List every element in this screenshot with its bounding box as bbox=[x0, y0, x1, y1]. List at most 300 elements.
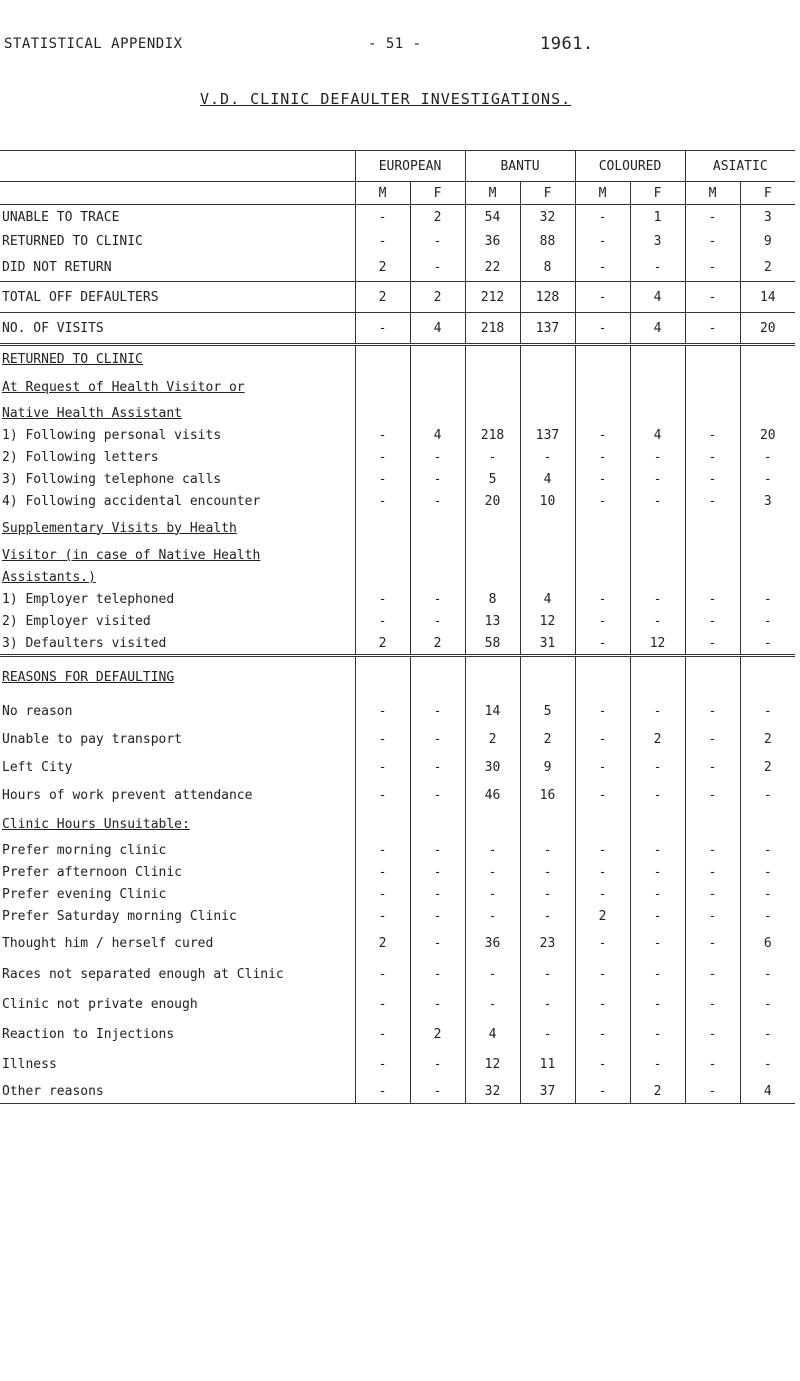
value-cell bbox=[355, 345, 410, 373]
value-cell: 46 bbox=[465, 781, 520, 809]
value-cell: - bbox=[740, 588, 795, 610]
value-cell bbox=[355, 809, 410, 839]
value-cell: - bbox=[520, 905, 575, 927]
value-cell: - bbox=[465, 905, 520, 927]
row-label: Clinic not private enough bbox=[2, 996, 198, 1012]
group-header-row bbox=[0, 151, 795, 182]
value-cell: - bbox=[410, 753, 465, 781]
table-row bbox=[0, 282, 795, 313]
row-label: RETURNED TO CLINIC bbox=[2, 233, 143, 249]
value-cell: - bbox=[575, 446, 630, 468]
table-row bbox=[0, 905, 795, 927]
table-row bbox=[0, 253, 795, 282]
value-cell: - bbox=[575, 753, 630, 781]
row-label: Prefer morning clinic bbox=[2, 842, 167, 858]
value-cell: 4 bbox=[740, 1079, 795, 1104]
row-label: Thought him / herself cured bbox=[2, 935, 214, 951]
value-cell: 4 bbox=[520, 468, 575, 490]
value-cell: 5 bbox=[520, 697, 575, 725]
table-row bbox=[0, 424, 795, 446]
value-cell bbox=[410, 544, 465, 566]
sex-header: M bbox=[575, 182, 630, 205]
value-cell: - bbox=[520, 861, 575, 883]
value-cell: 16 bbox=[520, 781, 575, 809]
value-cell: - bbox=[465, 883, 520, 905]
value-cell: - bbox=[575, 1079, 630, 1104]
value-cell: 2 bbox=[410, 282, 465, 313]
row-label: NO. OF VISITS bbox=[0, 313, 355, 345]
value-cell: 20 bbox=[465, 490, 520, 512]
value-cell: - bbox=[410, 229, 465, 253]
table-row bbox=[0, 989, 795, 1019]
value-cell: - bbox=[630, 253, 685, 282]
value-cell: 128 bbox=[520, 282, 575, 313]
value-cell: - bbox=[740, 989, 795, 1019]
row-label: Prefer Saturday morning Clinic bbox=[2, 908, 237, 924]
value-cell bbox=[410, 656, 465, 698]
value-cell: - bbox=[740, 781, 795, 809]
sex-header: F bbox=[520, 182, 575, 205]
value-cell: 4 bbox=[630, 313, 685, 345]
value-cell: - bbox=[630, 588, 685, 610]
group-header: EUROPEAN bbox=[355, 151, 465, 182]
value-cell bbox=[575, 656, 630, 698]
value-cell bbox=[355, 566, 410, 588]
value-cell: 3 bbox=[630, 229, 685, 253]
value-cell: - bbox=[410, 905, 465, 927]
table-row bbox=[0, 345, 795, 373]
value-cell: 11 bbox=[520, 1049, 575, 1079]
value-cell bbox=[410, 345, 465, 373]
value-cell: 13 bbox=[465, 610, 520, 632]
value-cell: 4 bbox=[410, 313, 465, 345]
row-label: Prefer afternoon Clinic bbox=[2, 864, 183, 880]
row-label: REASONS FOR DEFAULTING bbox=[0, 656, 355, 698]
value-cell: 58 bbox=[465, 632, 520, 656]
value-cell: - bbox=[685, 588, 740, 610]
value-cell: - bbox=[410, 989, 465, 1019]
value-cell bbox=[575, 372, 630, 402]
table-row bbox=[0, 656, 795, 698]
value-cell: - bbox=[355, 205, 410, 230]
table-row bbox=[0, 512, 795, 544]
row-label: Supplementary Visits by Health bbox=[2, 520, 237, 536]
table-row bbox=[0, 446, 795, 468]
value-cell: - bbox=[685, 610, 740, 632]
table-row bbox=[0, 588, 795, 610]
table-row bbox=[0, 839, 795, 861]
value-cell: - bbox=[685, 697, 740, 725]
value-cell: 20 bbox=[740, 313, 795, 345]
value-cell: - bbox=[355, 959, 410, 989]
value-cell: - bbox=[630, 905, 685, 927]
value-cell: - bbox=[410, 883, 465, 905]
value-cell: - bbox=[575, 861, 630, 883]
value-cell: - bbox=[410, 839, 465, 861]
value-cell: - bbox=[575, 725, 630, 753]
value-cell: 3 bbox=[740, 490, 795, 512]
value-cell: 2 bbox=[465, 725, 520, 753]
value-cell bbox=[520, 402, 575, 424]
value-cell: - bbox=[575, 205, 630, 230]
value-cell: - bbox=[630, 883, 685, 905]
sex-header: F bbox=[410, 182, 465, 205]
value-cell bbox=[465, 402, 520, 424]
value-cell: 22 bbox=[465, 253, 520, 282]
value-cell: - bbox=[465, 959, 520, 989]
row-label: Left City bbox=[2, 759, 73, 775]
value-cell: 6 bbox=[740, 927, 795, 959]
value-cell: 218 bbox=[465, 313, 520, 345]
value-cell: - bbox=[630, 697, 685, 725]
value-cell: - bbox=[355, 839, 410, 861]
value-cell: - bbox=[410, 468, 465, 490]
table-row bbox=[0, 313, 795, 345]
value-cell: - bbox=[685, 205, 740, 230]
value-cell: 30 bbox=[465, 753, 520, 781]
value-cell: - bbox=[520, 1019, 575, 1049]
value-cell: - bbox=[520, 839, 575, 861]
value-cell: - bbox=[685, 446, 740, 468]
value-cell: - bbox=[630, 959, 685, 989]
page-title: V.D. CLINIC DEFAULTER INVESTIGATIONS. bbox=[200, 90, 572, 108]
value-cell bbox=[740, 656, 795, 698]
value-cell: - bbox=[685, 725, 740, 753]
value-cell bbox=[630, 345, 685, 373]
value-cell: - bbox=[740, 839, 795, 861]
value-cell: 14 bbox=[740, 282, 795, 313]
value-cell: - bbox=[355, 989, 410, 1019]
row-label: DID NOT RETURN bbox=[2, 259, 112, 275]
row-label: Unable to pay transport bbox=[2, 731, 183, 747]
table-row bbox=[0, 468, 795, 490]
sex-header: M bbox=[685, 182, 740, 205]
value-cell: 20 bbox=[740, 424, 795, 446]
value-cell bbox=[740, 512, 795, 544]
table-row bbox=[0, 1049, 795, 1079]
value-cell bbox=[740, 345, 795, 373]
table-row bbox=[0, 205, 795, 230]
value-cell: - bbox=[630, 1049, 685, 1079]
value-cell bbox=[685, 372, 740, 402]
sex-header: F bbox=[740, 182, 795, 205]
value-cell: 14 bbox=[465, 697, 520, 725]
sex-header-row bbox=[0, 182, 795, 205]
value-cell: - bbox=[740, 446, 795, 468]
value-cell: - bbox=[575, 588, 630, 610]
row-label: Prefer evening Clinic bbox=[2, 886, 167, 902]
value-cell: - bbox=[685, 1019, 740, 1049]
value-cell: 4 bbox=[520, 588, 575, 610]
value-cell: - bbox=[465, 861, 520, 883]
value-cell: 54 bbox=[465, 205, 520, 230]
row-label: 1) Following personal visits bbox=[2, 427, 222, 443]
value-cell: - bbox=[355, 1019, 410, 1049]
value-cell: 212 bbox=[465, 282, 520, 313]
row-label: Other reasons bbox=[0, 1079, 355, 1104]
value-cell: - bbox=[685, 883, 740, 905]
value-cell: 137 bbox=[520, 424, 575, 446]
value-cell: - bbox=[685, 959, 740, 989]
value-cell bbox=[410, 372, 465, 402]
value-cell: - bbox=[685, 468, 740, 490]
value-cell: - bbox=[685, 253, 740, 282]
value-cell: 4 bbox=[410, 424, 465, 446]
value-cell: - bbox=[355, 468, 410, 490]
value-cell: - bbox=[410, 927, 465, 959]
row-label: No reason bbox=[2, 703, 73, 719]
value-cell: - bbox=[410, 861, 465, 883]
value-cell: - bbox=[685, 282, 740, 313]
value-cell: - bbox=[520, 446, 575, 468]
value-cell: - bbox=[520, 883, 575, 905]
value-cell: - bbox=[355, 229, 410, 253]
value-cell: 3 bbox=[740, 205, 795, 230]
value-cell: - bbox=[685, 905, 740, 927]
value-cell: 12 bbox=[465, 1049, 520, 1079]
group-header: ASIATIC bbox=[685, 151, 795, 182]
value-cell bbox=[520, 566, 575, 588]
value-cell bbox=[685, 345, 740, 373]
value-cell bbox=[630, 809, 685, 839]
row-label: 3) Defaulters visited bbox=[2, 635, 167, 651]
value-cell: 2 bbox=[630, 725, 685, 753]
value-cell bbox=[465, 512, 520, 544]
value-cell: - bbox=[630, 446, 685, 468]
value-cell bbox=[410, 566, 465, 588]
value-cell: - bbox=[630, 490, 685, 512]
value-cell: - bbox=[410, 1079, 465, 1104]
value-cell: 2 bbox=[410, 1019, 465, 1049]
value-cell bbox=[740, 544, 795, 566]
value-cell: - bbox=[685, 839, 740, 861]
value-cell: 37 bbox=[520, 1079, 575, 1104]
value-cell bbox=[575, 566, 630, 588]
value-cell: - bbox=[740, 468, 795, 490]
value-cell bbox=[575, 544, 630, 566]
value-cell: - bbox=[740, 959, 795, 989]
value-cell: - bbox=[575, 1049, 630, 1079]
value-cell: 32 bbox=[520, 205, 575, 230]
table-row bbox=[0, 490, 795, 512]
value-cell: - bbox=[685, 781, 740, 809]
value-cell: - bbox=[740, 883, 795, 905]
value-cell: 32 bbox=[465, 1079, 520, 1104]
table-row bbox=[0, 725, 795, 753]
value-cell: - bbox=[685, 632, 740, 656]
value-cell bbox=[740, 809, 795, 839]
value-cell: - bbox=[410, 959, 465, 989]
value-cell: 2 bbox=[410, 632, 465, 656]
value-cell bbox=[465, 345, 520, 373]
table-row bbox=[0, 1079, 795, 1104]
value-cell bbox=[630, 566, 685, 588]
value-cell bbox=[520, 372, 575, 402]
sex-header: F bbox=[630, 182, 685, 205]
value-cell: - bbox=[575, 632, 630, 656]
value-cell: 5 bbox=[465, 468, 520, 490]
value-cell bbox=[630, 402, 685, 424]
row-label: RETURNED TO CLINIC bbox=[0, 345, 355, 373]
value-cell: 2 bbox=[355, 927, 410, 959]
value-cell: - bbox=[575, 313, 630, 345]
value-cell: - bbox=[630, 861, 685, 883]
value-cell: - bbox=[575, 697, 630, 725]
value-cell: - bbox=[520, 959, 575, 989]
row-label: 1) Employer telephoned bbox=[2, 591, 175, 607]
value-cell: - bbox=[355, 1079, 410, 1104]
value-cell: - bbox=[575, 1019, 630, 1049]
value-cell bbox=[520, 512, 575, 544]
value-cell: - bbox=[410, 697, 465, 725]
value-cell: - bbox=[575, 490, 630, 512]
value-cell: - bbox=[355, 753, 410, 781]
value-cell: 2 bbox=[740, 725, 795, 753]
sex-header: M bbox=[465, 182, 520, 205]
table-row bbox=[0, 781, 795, 809]
value-cell bbox=[740, 372, 795, 402]
value-cell bbox=[575, 512, 630, 544]
row-label: Native Health Assistant bbox=[2, 405, 183, 421]
table-row bbox=[0, 809, 795, 839]
value-cell bbox=[630, 544, 685, 566]
value-cell: 10 bbox=[520, 490, 575, 512]
value-cell bbox=[465, 372, 520, 402]
value-cell: - bbox=[575, 927, 630, 959]
value-cell: 2 bbox=[575, 905, 630, 927]
value-cell: - bbox=[520, 989, 575, 1019]
table-row bbox=[0, 697, 795, 725]
table-row bbox=[0, 883, 795, 905]
value-cell: 36 bbox=[465, 927, 520, 959]
sex-header: M bbox=[355, 182, 410, 205]
row-label: UNABLE TO TRACE bbox=[2, 209, 120, 225]
row-label: Illness bbox=[2, 1056, 57, 1072]
value-cell: - bbox=[685, 753, 740, 781]
table-row bbox=[0, 402, 795, 424]
value-cell: 88 bbox=[520, 229, 575, 253]
value-cell: 218 bbox=[465, 424, 520, 446]
page-number: - 51 - bbox=[368, 36, 422, 52]
table-row bbox=[0, 610, 795, 632]
row-label: Reaction to Injections bbox=[2, 1026, 175, 1042]
value-cell: - bbox=[575, 424, 630, 446]
value-cell: - bbox=[465, 839, 520, 861]
value-cell bbox=[740, 402, 795, 424]
value-cell: - bbox=[575, 989, 630, 1019]
value-cell: - bbox=[410, 725, 465, 753]
table-row bbox=[0, 566, 795, 588]
value-cell: 2 bbox=[355, 632, 410, 656]
value-cell: - bbox=[685, 313, 740, 345]
value-cell: - bbox=[740, 610, 795, 632]
row-label: Visitor (in case of Native Health bbox=[2, 547, 261, 563]
row-label: 4) Following accidental encounter bbox=[2, 493, 261, 509]
value-cell bbox=[355, 512, 410, 544]
value-cell: 2 bbox=[355, 282, 410, 313]
value-cell: - bbox=[355, 610, 410, 632]
defaulter-table bbox=[0, 150, 795, 1104]
value-cell bbox=[685, 402, 740, 424]
table-row bbox=[0, 861, 795, 883]
value-cell: - bbox=[630, 989, 685, 1019]
table-row bbox=[0, 229, 795, 253]
value-cell: - bbox=[685, 1079, 740, 1104]
value-cell: - bbox=[575, 468, 630, 490]
value-cell: - bbox=[685, 229, 740, 253]
value-cell: - bbox=[685, 1049, 740, 1079]
value-cell: - bbox=[575, 253, 630, 282]
value-cell: - bbox=[685, 989, 740, 1019]
value-cell: 2 bbox=[630, 1079, 685, 1104]
value-cell bbox=[465, 544, 520, 566]
value-cell: 137 bbox=[520, 313, 575, 345]
value-cell: - bbox=[465, 989, 520, 1019]
value-cell: - bbox=[410, 253, 465, 282]
value-cell bbox=[575, 345, 630, 373]
value-cell: - bbox=[630, 927, 685, 959]
value-cell bbox=[630, 372, 685, 402]
value-cell: 1 bbox=[630, 205, 685, 230]
value-cell: - bbox=[740, 1019, 795, 1049]
value-cell: - bbox=[355, 490, 410, 512]
value-cell bbox=[355, 656, 410, 698]
value-cell: 9 bbox=[740, 229, 795, 253]
value-cell: - bbox=[575, 883, 630, 905]
value-cell: - bbox=[410, 446, 465, 468]
value-cell: 12 bbox=[630, 632, 685, 656]
value-cell: 2 bbox=[355, 253, 410, 282]
value-cell: 23 bbox=[520, 927, 575, 959]
row-label: 2) Employer visited bbox=[2, 613, 151, 629]
value-cell: - bbox=[740, 861, 795, 883]
value-cell: - bbox=[355, 313, 410, 345]
value-cell bbox=[740, 566, 795, 588]
value-cell: 12 bbox=[520, 610, 575, 632]
value-cell bbox=[520, 544, 575, 566]
value-cell: - bbox=[685, 861, 740, 883]
value-cell bbox=[685, 656, 740, 698]
row-label: 3) Following telephone calls bbox=[2, 471, 222, 487]
value-cell: - bbox=[685, 490, 740, 512]
value-cell: - bbox=[575, 839, 630, 861]
value-cell: 2 bbox=[520, 725, 575, 753]
value-cell: 4 bbox=[465, 1019, 520, 1049]
value-cell bbox=[355, 372, 410, 402]
value-cell: - bbox=[740, 697, 795, 725]
group-header: COLOURED bbox=[575, 151, 685, 182]
value-cell: - bbox=[575, 610, 630, 632]
table-row bbox=[0, 1019, 795, 1049]
row-label: Hours of work prevent attendance bbox=[2, 787, 253, 803]
value-cell: - bbox=[355, 883, 410, 905]
value-cell: - bbox=[355, 588, 410, 610]
value-cell bbox=[685, 809, 740, 839]
value-cell: - bbox=[575, 229, 630, 253]
value-cell bbox=[575, 809, 630, 839]
value-cell: 9 bbox=[520, 753, 575, 781]
value-cell: 8 bbox=[520, 253, 575, 282]
row-label: TOTAL OFF DEFAULTERS bbox=[0, 282, 355, 313]
value-cell bbox=[685, 566, 740, 588]
value-cell bbox=[355, 402, 410, 424]
value-cell: - bbox=[575, 282, 630, 313]
value-cell: 4 bbox=[630, 282, 685, 313]
value-cell bbox=[520, 809, 575, 839]
value-cell: - bbox=[355, 725, 410, 753]
value-cell: - bbox=[630, 610, 685, 632]
value-cell: 31 bbox=[520, 632, 575, 656]
